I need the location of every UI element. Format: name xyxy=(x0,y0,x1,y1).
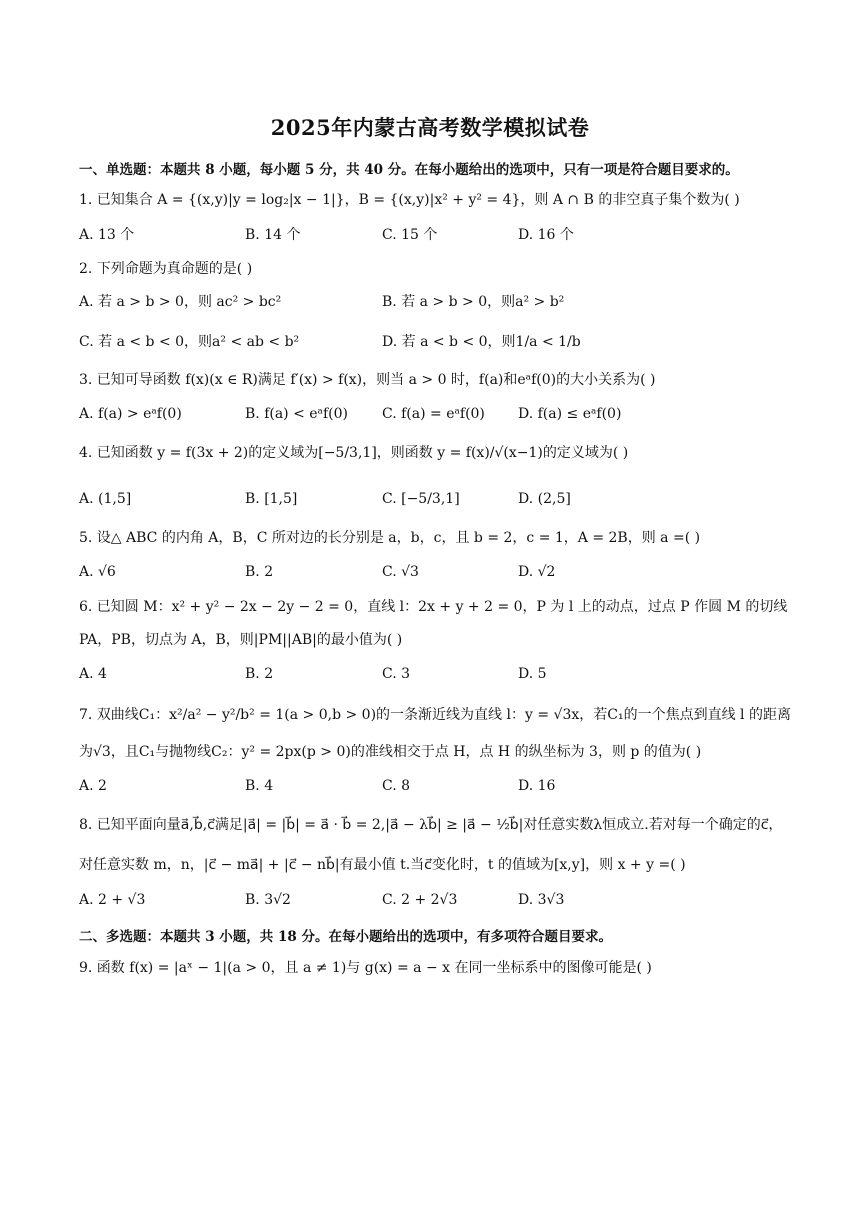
question-8-stem-line-1: 8. 已知平面向量a⃗,b⃗,c⃗满足|a⃗| = |b⃗| = a⃗ · b⃗ = 2,|a⃗ − λb⃗| ≥ |a⃗ − ½b⃗|对任意实数λ恒成立.若对每一个确定的c⃗， xyxy=(79,817,783,833)
question-7-option-a: A. 2 xyxy=(79,778,107,794)
question-7-option-c: C. 8 xyxy=(382,778,411,794)
question-2-option-b: B. 若 a > b > 0，则a² > b² xyxy=(382,294,565,310)
question-3-option-c: C. f(a) = eᵃf(0) xyxy=(382,406,485,422)
question-8-option-b: B. 3√2 xyxy=(245,892,291,908)
question-7-stem-line-1: 7. 双曲线C₁：x²/a² − y²/b² = 1(a > 0,b > 0)的一条渐近线为直线 l：y = √3x，若C₁的一个焦点到直线 l 的距离 xyxy=(79,707,791,723)
section-single-choice-header: 一、单选题：本题共 8 小题，每小题 5 分，共 40 分。在每小题给出的选项中，只有一项是符合题目要求的。 xyxy=(79,162,739,178)
question-4-stem: 4. 已知函数 y = f(3x + 2)的定义域为[−5/3,1]，则函数 y = f(x)/√(x−1)的定义域为( ) xyxy=(79,445,629,461)
question-8-option-c: C. 2 + 2√3 xyxy=(382,892,458,908)
question-6-stem-line-1: 6. 已知圆 M：x² + y² − 2x − 2y − 2 = 0，直线 l：2x + y + 2 = 0，P 为 l 上的动点，过点 P 作圆 M 的切线 xyxy=(79,599,788,615)
question-3-option-d: D. f(a) ≤ eᵃf(0) xyxy=(518,406,622,422)
question-5-option-b: B. 2 xyxy=(245,564,274,580)
question-6-option-c: C. 3 xyxy=(382,666,411,682)
section-multi-choice-header: 二、多选题：本题共 3 小题，共 18 分。在每小题给出的选项中，有多项符合题目要求。 xyxy=(79,929,612,945)
question-6-stem-line-2: PA，PB，切点为 A，B，则|PM||AB|的最小值为( ) xyxy=(79,632,403,648)
question-8-option-a: A. 2 + √3 xyxy=(79,892,146,908)
page-title: 2025年内蒙古高考数学模拟试卷 xyxy=(270,115,590,140)
question-7-option-d: D. 16 xyxy=(518,778,556,794)
question-5-option-d: D. √2 xyxy=(518,564,556,580)
question-9-stem: 9. 函数 f(x) = |aˣ − 1|(a > 0，且 a ≠ 1)与 g(x) = a − x 在同一坐标系中的图像可能是( ) xyxy=(79,960,652,976)
question-2-stem: 2. 下列命题为真命题的是( ) xyxy=(79,261,253,277)
question-2-option-a: A. 若 a > b > 0，则 ac² > bc² xyxy=(79,294,282,310)
question-7-stem-line-2: 为√3，且C₁与抛物线C₂：y² = 2px(p > 0)的准线相交于点 H，点 H 的纵坐标为 3，则 p 的值为( ) xyxy=(79,744,702,760)
question-3-option-a: A. f(a) > eᵃf(0) xyxy=(79,406,182,422)
question-1-option-a: A. 13 个 xyxy=(79,227,135,243)
question-1-option-b: B. 14 个 xyxy=(245,227,301,243)
question-6-option-a: A. 4 xyxy=(79,666,107,682)
question-5-option-c: C. √3 xyxy=(382,564,419,580)
question-3-option-b: B. f(a) < eᵃf(0) xyxy=(245,406,348,422)
question-5-stem: 5. 设△ ABC 的内角 A，B，C 所对边的长分别是 a，b，c，且 b = 2，c = 1，A = 2B，则 a =( ) xyxy=(79,530,701,546)
question-6-option-d: D. 5 xyxy=(518,666,547,682)
question-4-option-c: C. [−5/3,1] xyxy=(382,491,460,507)
question-2-option-d: D. 若 a < b < 0，则1/a < 1/b xyxy=(382,334,581,350)
question-2-option-c: C. 若 a < b < 0，则a² < ab < b² xyxy=(79,334,300,350)
question-5-option-a: A. √6 xyxy=(79,564,116,580)
question-1-option-c: C. 15 个 xyxy=(382,227,438,243)
question-7-option-b: B. 4 xyxy=(245,778,274,794)
question-4-option-a: A. (1,5] xyxy=(79,491,132,507)
question-6-option-b: B. 2 xyxy=(245,666,274,682)
question-3-stem: 3. 已知可导函数 f(x)(x ∈ R)满足 f′(x) > f(x)，则当 a > 0 时，f(a)和eᵃf(0)的大小关系为( ) xyxy=(79,372,656,388)
question-4-option-b: B. [1,5] xyxy=(245,491,298,507)
question-1-option-d: D. 16 个 xyxy=(518,227,574,243)
question-8-option-d: D. 3√3 xyxy=(518,892,565,908)
question-1-stem: 1. 已知集合 A = {(x,y)|y = log₂|x − 1|}，B = {(x,y)|x² + y² = 4}，则 A ∩ B 的非空真子集个数为( ) xyxy=(79,192,740,208)
question-8-stem-line-2: 对任意实数 m，n，|c⃗ − ma⃗| + |c⃗ − nb⃗|有最小值 t.当c⃗变化时，t 的值域为[x,y]，则 x + y =( ) xyxy=(79,857,686,873)
question-4-option-d: D. (2,5] xyxy=(518,491,571,507)
